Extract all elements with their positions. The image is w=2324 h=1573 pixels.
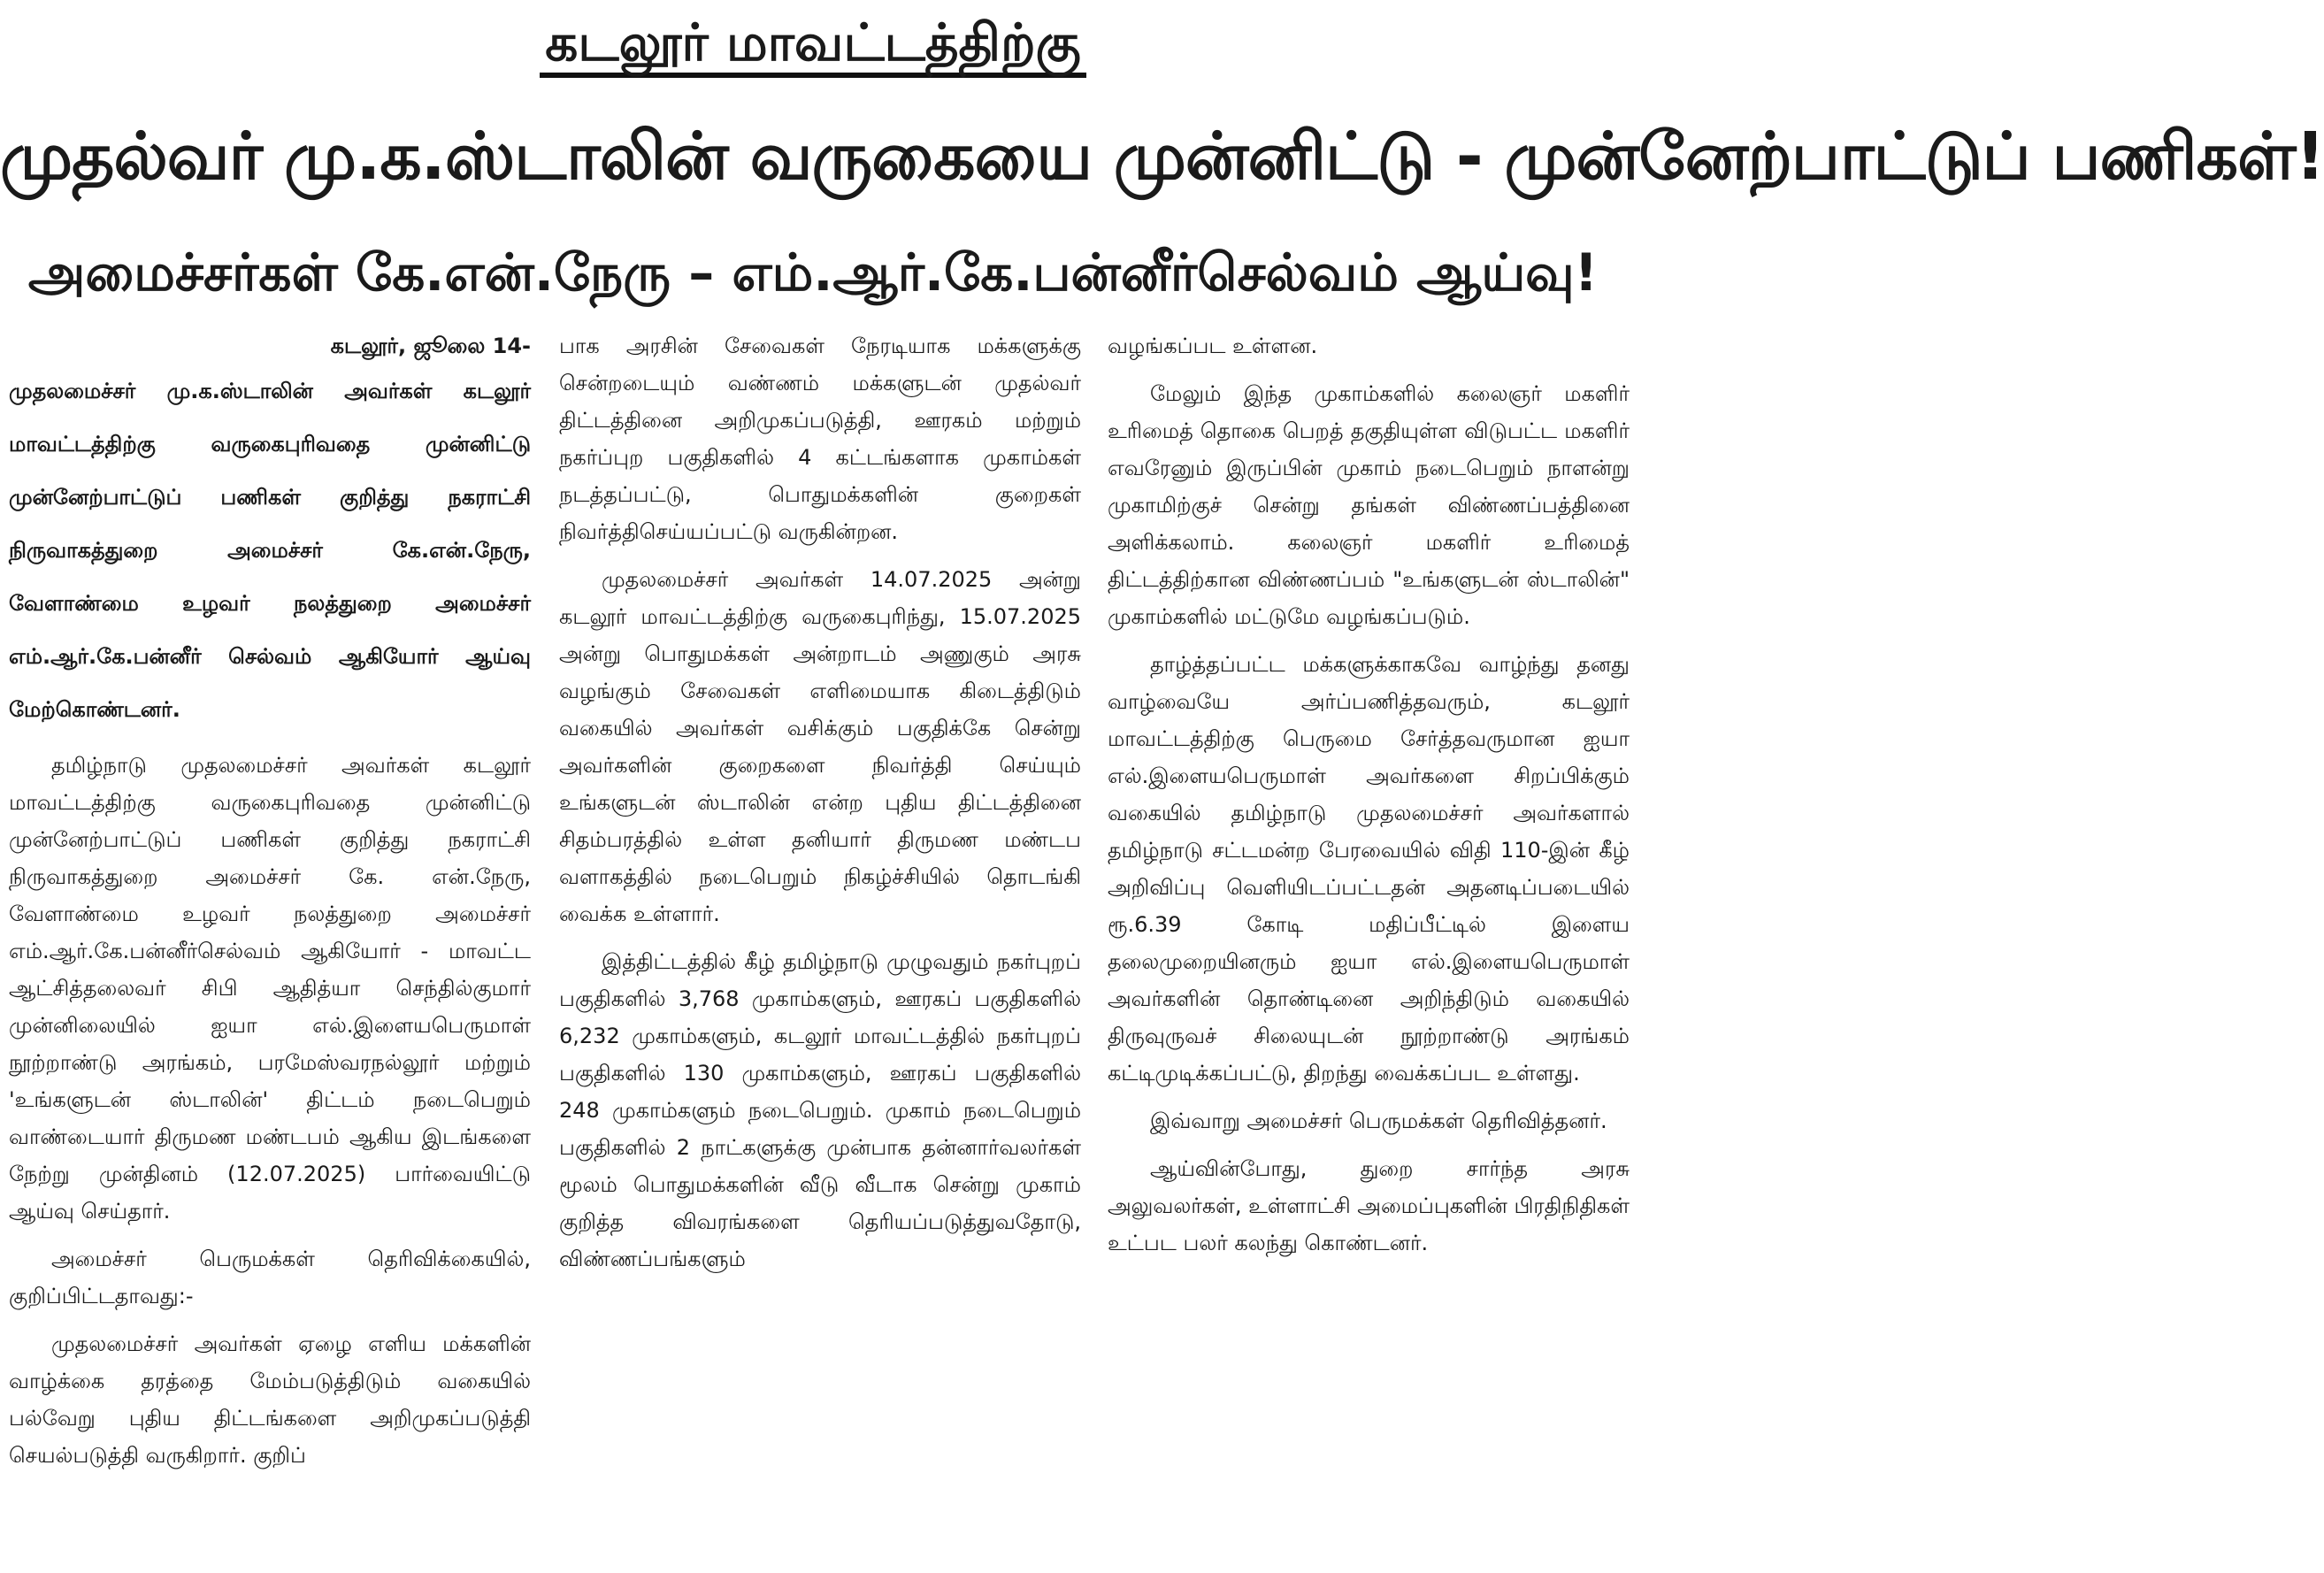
paragraph: அமைச்சர் பெருமக்கள் தெரிவிக்கையில், குறிப்பிட்டதாவது:- [9,1247,531,1308]
subheadline: அமைச்சர்கள் கே.என்.நேரு – எம்.ஆர்.கே.பன்னீர்செல்வம் ஆய்வு! [27,242,1599,303]
paragraph: ஆய்வின்போது, துறை சார்ந்த அரசு அலுவலர்கள், உள்ளாட்சி அமைப்புகளின் பிரதிநிதிகள் உட்பட பலர் கலந்து கொண்டனர். [1108,1156,1630,1255]
article-body [9,327,1630,1573]
paragraph: வழங்கப்பட உள்ளன. [1108,334,1318,358]
paragraph: முதலமைச்சர் அவர்கள் ஏழை எளிய மக்களின் வாழ்க்கை தரத்தை மேம்படுத்திடும் வகையில் பல்வேறு புதிய திட்டங்களை அறிமுகப்படுத்தி செயல்படுத்தி வருகிறார். குறிப் [9,1331,531,1468]
kicker-heading [0,9,1626,76]
paragraph: முதலமைச்சர் அவர்கள் 14.07.2025 அன்று கடலூர் மாவட்டத்திற்கு வருகைபுரிந்து, 15.07.2025 அன்று பொதுமக்கள் அன்றாடம் அணுகும் அரசு வழங்கும் சேவைகள் எளிமையாக கிடைத்திடும் வகையில் அவர்கள் வசிக்கும் பகுதிக்கே சென்று அவர்களின் குறைகளை நிவர்த்தி செய்யும் உங்களுடன் ஸ்டாலின் என்ற புதிய திட்டத்தினை சிதம்பரத்தில் உள்ள தனியார் திருமண மண்டப வளாகத்தில் நடைபெறும் நிகழ்ச்சியில் தொடங்கி வைக்க உள்ளார். [559,567,1081,926]
paragraph: இவ்வாறு அமைச்சர் பெருமக்கள் தெரிவித்தனர். [1150,1109,1607,1133]
column-1 [9,327,531,1573]
paragraph: மேலும் இந்த முகாம்களில் கலைஞர் மகளிர் உரிமைத் தொகை பெறத் தகுதியுள்ள விடுபட்ட மகளிர் எவரேனும் இருப்பின் முகாம் நடைபெறும் நாளன்று முகாமிற்குச் சென்று தங்கள் விண்ணப்பத்தினை அளிக்கலாம். கலைஞர் மகளிர் உரிமைத் திட்டத்திற்கான விண்ணப்பம் "உங்களுடன் ஸ்டாலின்" முகாம்களில் மட்டுமே வழங்கப்படும். [1108,381,1630,629]
column-3 [1108,327,1630,1573]
dateline: கடலூர், ஜூலை 14- [330,334,531,358]
headline: முதல்வர் மு.க.ஸ்டாலின் வருகையை முன்னிட்டு - முன்னேற்பாட்டுப் பணிகள்! [0,119,2324,195]
paragraph: தாழ்த்தப்பட்ட மக்களுக்காகவே வாழ்ந்து தனது வாழ்வையே அர்ப்பணித்தவரும், கடலூர் மாவட்டத்திற்கு பெருமை சேர்த்தவருமான ஐயா எல்.இளையபெருமாள் அவர்களை சிறப்பிக்கும் வகையில் தமிழ்நாடு முதலமைச்சர் அவர்களால் தமிழ்நாடு சட்டமன்ற பேரவையில் விதி 110-இன் கீழ் அறிவிப்பு வெளியிடப்பட்டதன் அதனடிப்படையில் ரூ.6.39 கோடி மதிப்பீட்டில் இளைய தலைமுறையினரும் ஐயா எல்.இளையபெருமாள் அவர்களின் தொண்டினை அறிந்திடும் வகையில் திருவுருவச் சிலையுடன் நூற்றாண்டு அரங்கம் கட்டிமுடிக்கப்பட்டு, திறந்து வைக்கப்பட உள்ளது. [1108,652,1630,1086]
lead-paragraph: முதலமைச்சர் மு.க.ஸ்டாலின் அவர்கள் கடலூர் மாவட்டத்திற்கு வருகைபுரிவதை முன்னிட்டு முன்னேற்பாட்டுப் பணிகள் குறித்து நகராட்சி நிருவாகத்துறை அமைச்சர் கே.என்.நேரு, வேளாண்மை உழவர் நலத்துறை அமைச்சர் எம்.ஆர்.கே.பன்னீர் செல்வம் ஆகியோர் ஆய்வு மேற்கொண்டனர். [9,379,531,722]
kicker-text: கடலூர் மாவட்டத்திற்கு [540,12,1086,78]
paragraph: தமிழ்நாடு முதலமைச்சர் அவர்கள் கடலூர் மாவட்டத்திற்கு வருகைபுரிவதை முன்னிட்டு முன்னேற்பாட்டுப் பணிகள் குறித்து நகராட்சி நிருவாகத்துறை அமைச்சர் கே. என்.நேரு, வேளாண்மை உழவர் நலத்துறை அமைச்சர் எம்.ஆர்.கே.பன்னீர்செல்வம் ஆகியோர் - மாவட்ட ஆட்சித்தலைவர் சிபி ஆதித்யா செந்தில்குமார் முன்னிலையில் ஐயா எல்.இளையபெருமாள் நூற்றாண்டு அரங்கம், பரமேஸ்வரநல்லூர் மற்றும் 'உங்களுடன் ஸ்டாலின்' திட்டம் நடைபெறும் வாண்டையார் திருமண மண்டபம் ஆகிய இடங்களை நேற்று முன்தினம் (12.07.2025) பார்வையிட்டு ஆய்வு செய்தார். [9,753,531,1224]
column-2 [559,327,1081,1573]
paragraph: பாக அரசின் சேவைகள் நேரடியாக மக்களுக்கு சென்றடையும் வண்ணம் மக்களுடன் முதல்வர் திட்டத்தினை அறிமுகப்படுத்தி, ஊரகம் மற்றும் நகர்ப்புற பகுதிகளில் 4 கட்டங்களாக முகாம்கள் நடத்தப்பட்டு, பொதுமக்களின் குறைகள் நிவர்த்திசெய்யப்பட்டு வருகின்றன. [559,334,1081,544]
paragraph: இத்திட்டத்தில் கீழ் தமிழ்நாடு முழுவதும் நகர்புறப் பகுதிகளில் 3,768 முகாம்களும், ஊரகப் பகுதிகளில் 6,232 முகாம்களும், கடலூர் மாவட்டத்தில் நகர்புறப் பகுதிகளில் 130 முகாம்களும், ஊரகப் பகுதிகளில் 248 முகாம்களும் நடைபெறும். முகாம் நடைபெறும் பகுதிகளில் 2 நாட்களுக்கு முன்பாக தன்னார்வலர்கள் மூலம் பொதுமக்களின் வீடு வீடாக சென்று முகாம் குறித்த விவரங்களை தெரியப்படுத்துவதோடு, விண்ணப்பங்களும் [559,949,1081,1271]
